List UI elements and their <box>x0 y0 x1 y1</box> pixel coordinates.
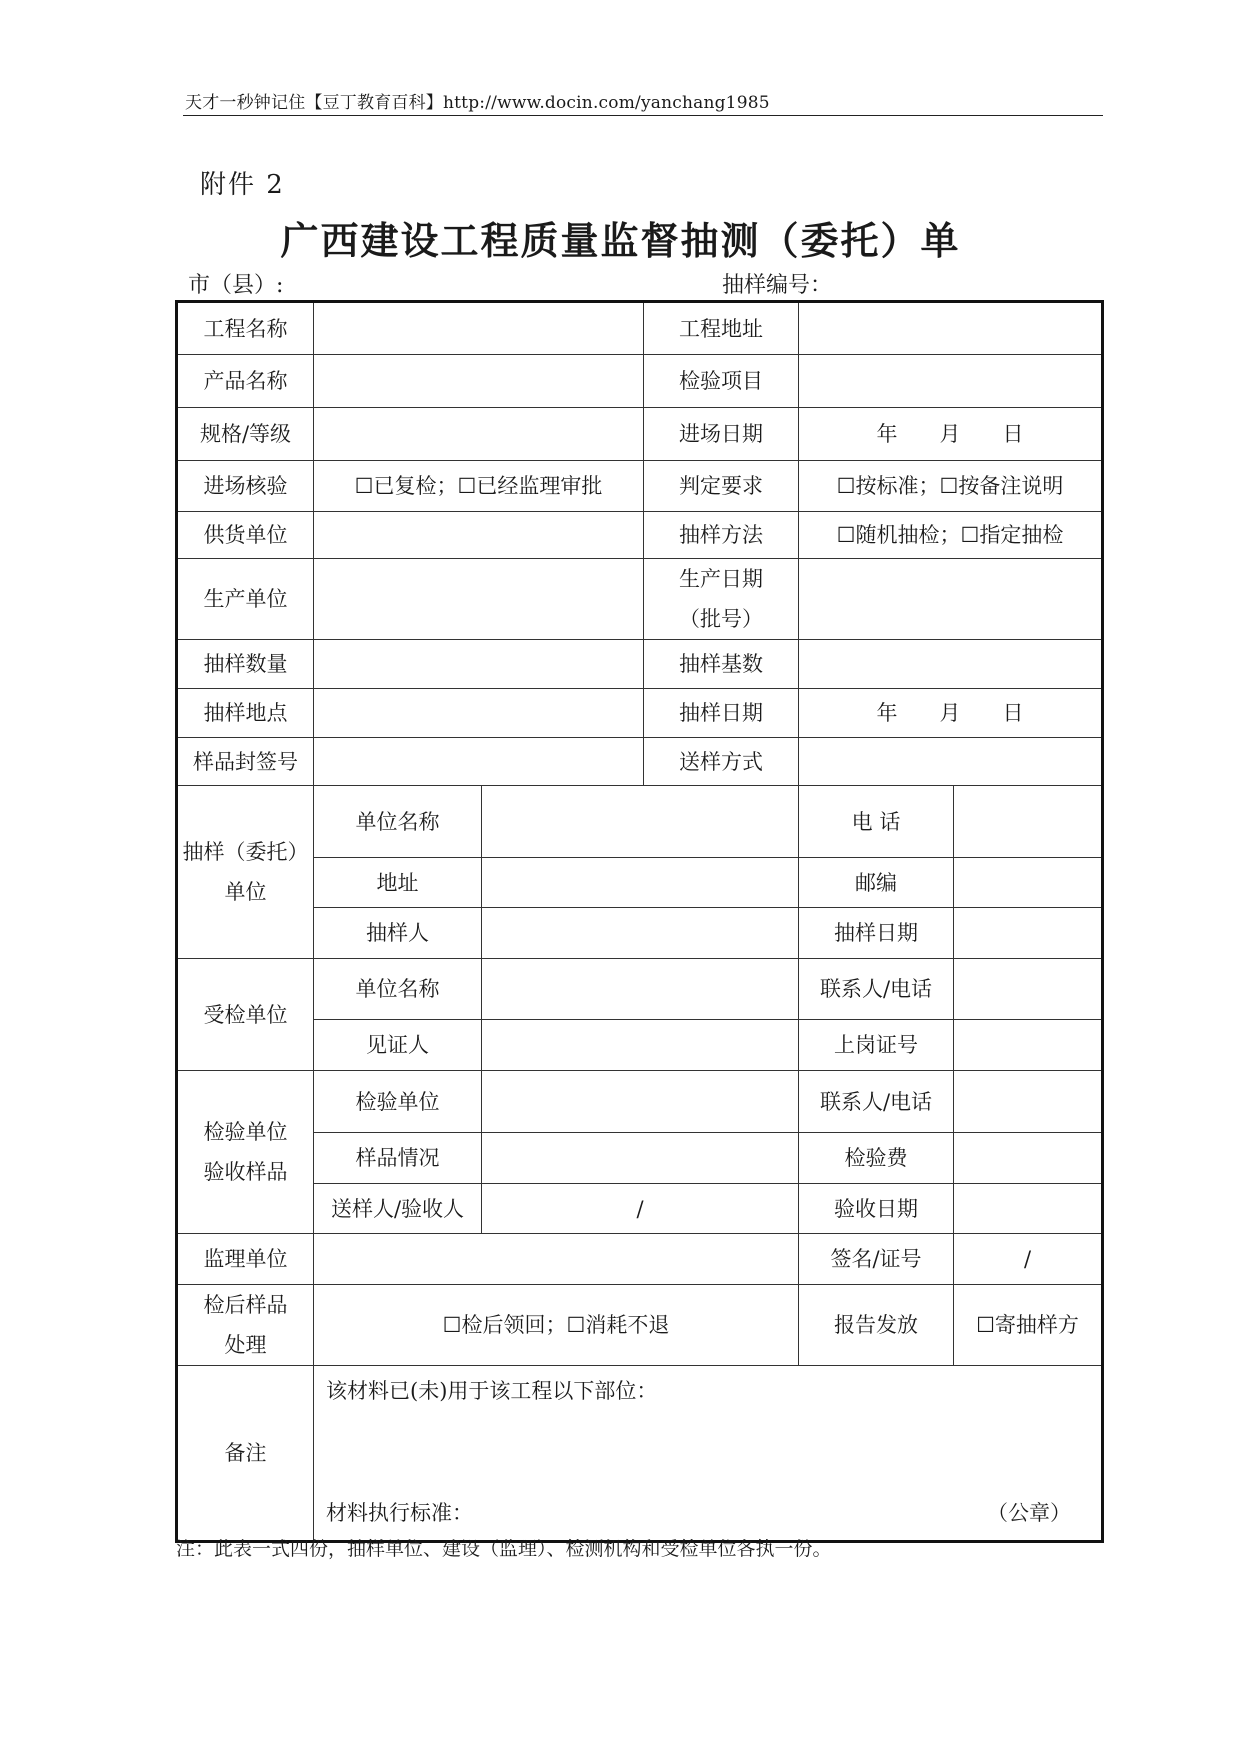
lab-name-field[interactable] <box>482 1071 799 1133</box>
sample-place-label: 抽样地点 <box>177 689 314 738</box>
sampler-person-label: 抽样人 <box>314 908 482 959</box>
accept-date-field[interactable] <box>954 1184 1103 1234</box>
entry-check-options[interactable]: ☐已复检；☐已经监理审批 <box>314 461 644 512</box>
spec-grade-label: 规格/等级 <box>177 408 314 461</box>
table-row <box>177 689 1103 738</box>
remarks-standard-text: 材料执行标准： <box>326 1501 473 1525</box>
test-item-label: 检验项目 <box>644 355 799 408</box>
after-test-label <box>177 1285 314 1366</box>
table-row <box>177 408 1103 461</box>
table-row <box>177 1020 1103 1071</box>
sampler-person-field[interactable] <box>482 908 799 959</box>
project-name-field[interactable] <box>314 302 644 355</box>
header-divider <box>183 115 1103 116</box>
lab-unit-label-line1: 检验单位 <box>203 1120 288 1144</box>
cert-number-field[interactable] <box>954 1020 1103 1071</box>
sampler-unit-label-line2: 单位 <box>224 880 267 904</box>
witness-field[interactable] <box>482 1020 799 1071</box>
sampler-unit-label <box>177 786 314 959</box>
sample-date-label: 抽样日期 <box>644 689 799 738</box>
inspection-form-table <box>175 300 1104 1543</box>
sampler-unit-label-line1: 抽样（委托） <box>182 840 309 864</box>
after-test-label-line2: 处理 <box>224 1333 267 1357</box>
inspected-unit-label: 受检单位 <box>177 959 314 1071</box>
table-row <box>177 738 1103 786</box>
sample-date-field[interactable]: 年 月 日 <box>799 689 1103 738</box>
table-row <box>177 512 1103 559</box>
lab-unit-label <box>177 1071 314 1234</box>
sampler-postcode-label: 邮编 <box>799 858 954 908</box>
project-address-field[interactable] <box>799 302 1103 355</box>
test-fee-label: 检验费 <box>799 1133 954 1184</box>
sampler-unit-name-label: 单位名称 <box>314 786 482 858</box>
test-item-field[interactable] <box>799 355 1103 408</box>
entry-date-field[interactable]: 年 月 日 <box>799 408 1103 461</box>
form-title: 广西建设工程质量监督抽测（委托）单 <box>280 218 961 263</box>
sampler-date-label: 抽样日期 <box>799 908 954 959</box>
lab-name-label: 检验单位 <box>314 1071 482 1133</box>
cert-number-label: 上岗证号 <box>799 1020 954 1071</box>
project-address-label: 工程地址 <box>644 302 799 355</box>
sampling-method-options[interactable]: ☐随机抽检；☐指定抽检 <box>799 512 1103 559</box>
judge-requirement-label: 判定要求 <box>644 461 799 512</box>
table-row <box>177 786 1103 858</box>
supplier-field[interactable] <box>314 512 644 559</box>
table-row <box>177 959 1103 1020</box>
project-name-label: 工程名称 <box>177 302 314 355</box>
table-row <box>177 461 1103 512</box>
entry-check-label: 进场核验 <box>177 461 314 512</box>
sender-receiver-label: 送样人/验收人 <box>314 1184 482 1234</box>
table-row <box>177 1234 1103 1285</box>
table-row <box>177 1366 1103 1542</box>
seal-number-label: 样品封签号 <box>177 738 314 786</box>
footnote: 注：此表一式四份，抽样单位、建设（监理）、检测机构和受检单位各执一份。 <box>176 1538 832 1560</box>
sample-place-field[interactable] <box>314 689 644 738</box>
accept-date-label: 验收日期 <box>799 1184 954 1234</box>
table-row <box>177 302 1103 355</box>
attachment-label: 附件 2 <box>200 170 285 200</box>
sampler-address-label: 地址 <box>314 858 482 908</box>
inspected-unit-name-field[interactable] <box>482 959 799 1020</box>
production-date-label-line1: 生产日期 <box>679 567 763 591</box>
sampler-date-field[interactable] <box>954 908 1103 959</box>
table-row <box>177 1184 1103 1234</box>
witness-label: 见证人 <box>314 1020 482 1071</box>
remarks-label: 备注 <box>177 1366 314 1542</box>
report-issue-option[interactable]: ☐寄抽样方 <box>954 1285 1103 1366</box>
sender-receiver-field[interactable]: / <box>482 1184 799 1234</box>
production-date-field[interactable] <box>799 559 1103 640</box>
supervisor-label: 监理单位 <box>177 1234 314 1285</box>
report-issue-label: 报告发放 <box>799 1285 954 1366</box>
lab-contact-label: 联系人/电话 <box>799 1071 954 1133</box>
producer-field[interactable] <box>314 559 644 640</box>
city-label: 市（县）: <box>188 273 284 298</box>
inspected-contact-label: 联系人/电话 <box>799 959 954 1020</box>
sample-number-label: 抽样编号： <box>722 273 833 298</box>
inspected-unit-name-label: 单位名称 <box>314 959 482 1020</box>
table-row <box>177 355 1103 408</box>
sample-quantity-field[interactable] <box>314 640 644 689</box>
sample-status-label: 样品情况 <box>314 1133 482 1184</box>
judge-requirement-options[interactable]: ☐按标准；☐按备注说明 <box>799 461 1103 512</box>
sampling-method-label: 抽样方法 <box>644 512 799 559</box>
table-row <box>177 1133 1103 1184</box>
delivery-mode-field[interactable] <box>799 738 1103 786</box>
table-row <box>177 908 1103 959</box>
sample-quantity-label: 抽样数量 <box>177 640 314 689</box>
table-row <box>177 559 1103 640</box>
sample-base-field[interactable] <box>799 640 1103 689</box>
after-test-options[interactable]: ☐检后领回；☐消耗不退 <box>314 1285 799 1366</box>
table-row <box>177 1071 1103 1133</box>
remarks-field[interactable] <box>314 1366 1103 1542</box>
entry-date-label: 进场日期 <box>644 408 799 461</box>
production-date-label <box>644 559 799 640</box>
spec-grade-field[interactable] <box>314 408 644 461</box>
production-date-label-line2: （批号） <box>679 607 763 631</box>
sampler-address-field[interactable] <box>482 858 799 908</box>
sampler-unit-name-field[interactable] <box>482 786 799 858</box>
signature-label: 签名/证号 <box>799 1234 954 1285</box>
sampler-phone-label: 电 话 <box>799 786 954 858</box>
seal-number-field[interactable] <box>314 738 644 786</box>
sample-base-label: 抽样基数 <box>644 640 799 689</box>
table-row <box>177 858 1103 908</box>
signature-field[interactable]: / <box>954 1234 1103 1285</box>
product-name-field[interactable] <box>314 355 644 408</box>
lab-contact-field[interactable] <box>954 1071 1103 1133</box>
inspected-contact-field[interactable] <box>954 959 1103 1020</box>
table-row <box>177 640 1103 689</box>
remarks-usage-text: 该材料已(未)用于该工程以下部位： <box>326 1379 658 1403</box>
sampler-postcode-field[interactable] <box>954 858 1103 908</box>
header-banner: 天才一秒钟记住【豆丁教育百科】http://www.docin.com/yanchang1985 <box>185 93 770 113</box>
producer-label: 生产单位 <box>177 559 314 640</box>
after-test-label-line1: 检后样品 <box>203 1293 288 1317</box>
sampler-phone-field[interactable] <box>954 786 1103 858</box>
test-fee-field[interactable] <box>954 1133 1103 1184</box>
sample-status-field[interactable] <box>482 1133 799 1184</box>
supervisor-field[interactable] <box>314 1234 799 1285</box>
product-name-label: 产品名称 <box>177 355 314 408</box>
lab-unit-label-line2: 验收样品 <box>203 1160 288 1184</box>
official-seal-label: （公章） <box>987 1501 1071 1525</box>
supplier-label: 供货单位 <box>177 512 314 559</box>
table-row <box>177 1285 1103 1366</box>
delivery-mode-label: 送样方式 <box>644 738 799 786</box>
